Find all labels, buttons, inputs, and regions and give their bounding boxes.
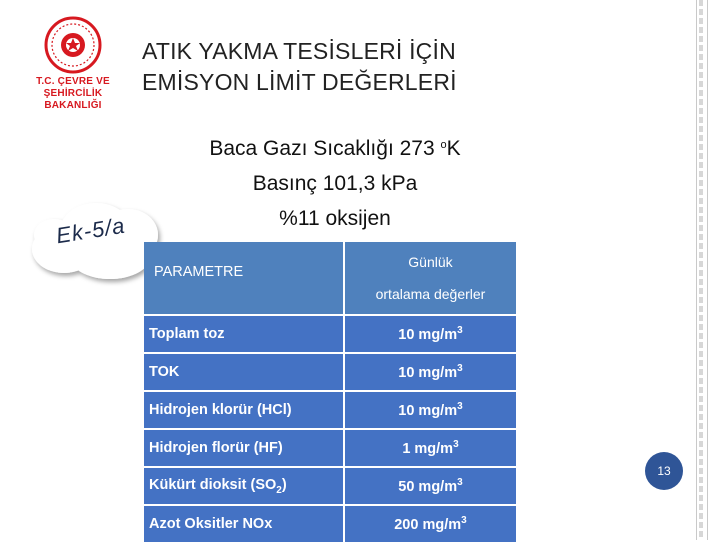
parameter-name: Toplam toz: [144, 315, 344, 353]
limit-value: 10 $mg/m^3$: [344, 391, 516, 429]
annex-label: Ek-5/a: [54, 212, 128, 249]
right-frame-decoration: [696, 0, 708, 540]
table-row: [144, 315, 516, 353]
ministry-logo: [14, 16, 132, 111]
title-line2: EMİSYON LİMİT DEĞERLERİ: [142, 69, 457, 95]
limit-value: 200 $mg/m^3$: [344, 505, 516, 542]
limit-value: 1 $mg/m^3$: [344, 429, 516, 467]
reference-conditions: [160, 128, 510, 236]
pressure-condition: Basınç 101,3 kPa: [252, 172, 418, 195]
parameter-name: Hidrojen florür (HF): [144, 429, 344, 467]
table-row: [144, 505, 516, 542]
parameter-name: Hidrojen klorür (HCl): [144, 391, 344, 429]
table-header-row: [144, 242, 516, 315]
limit-value: 10 $mg/m^3$: [344, 315, 516, 353]
title-line1: ATIK YAKMA TESİSLERİ İÇİN: [142, 38, 456, 64]
limit-value: 10 $mg/m^3$: [344, 353, 516, 391]
table-row: [144, 429, 516, 467]
temperature-condition: Baca Gazı Sıcaklığı 273 $^o$K: [209, 137, 461, 160]
parameter-name: TOK: [144, 353, 344, 391]
emblem-icon: [44, 16, 102, 74]
emission-limits-table: [144, 242, 516, 542]
oxygen-condition: %11 oksijen: [279, 207, 391, 230]
header-daily-average: Günlük ortalama değerler: [344, 242, 516, 315]
page-number-badge: 13: [645, 452, 683, 490]
header-parameter: PARAMETRE: [144, 242, 344, 315]
table-row: [144, 467, 516, 505]
parameter-name: Kükürt dioksit $(SO_2)$: [144, 467, 344, 505]
limit-value: 50 $mg/m^3$: [344, 467, 516, 505]
parameter-name: Azot Oksitler NOx: [144, 505, 344, 542]
table-row: [144, 391, 516, 429]
slide-title: [142, 36, 562, 98]
table-row: [144, 353, 516, 391]
ministry-name-line2: ŞEHİRCİLİK BAKANLIĞI: [43, 88, 103, 111]
ministry-name-line1: T.C. ÇEVRE VE: [36, 76, 110, 87]
